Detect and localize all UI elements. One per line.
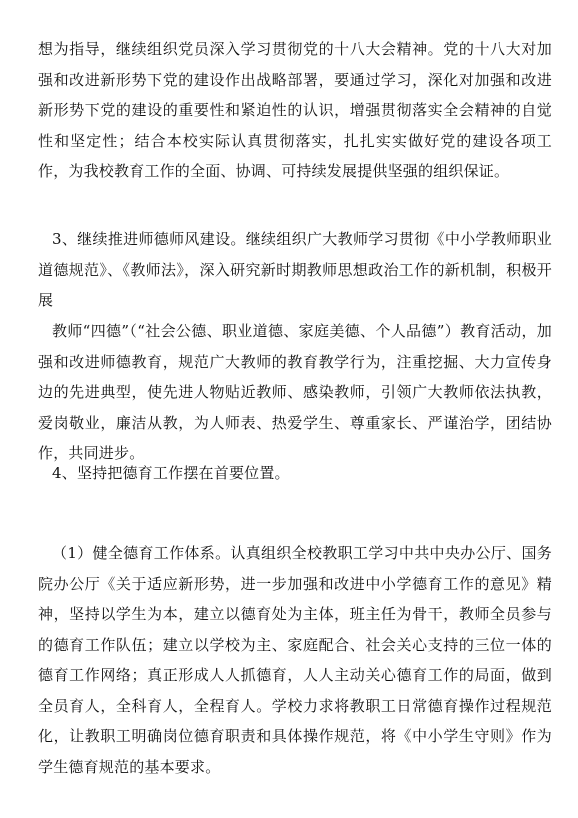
paragraph-moral-education-heading: 4、坚持把德育工作摆在首要位置。	[52, 464, 290, 482]
paragraph-moral-education-system: （1）健全德育工作体系。认真组织全校教职工学习中共中央办公厅、国务院办公厅《关于适应新形势，进一步加强和改进中小学德育工作的意见》精神，坚持以学生为本，建立以德育处为主体，班主任为骨干，教师全员参与的德育工作队伍；建立以学校为主、家庭配合、社会关心支持的三位一体的德育工作网络；真正形成人人抓德育，人人主动关心德育工作的局面，做到全员育人，全科育人，全程育人。学校力求将教职工日常德育操作过程规范化，让教职工明确岗位德育职责和具体操作规范，将《中小学生守则》作为学生德育规范的基本要求。	[38, 544, 552, 776]
paragraph-four-virtues: 教师“四德”（“社会公德、职业道德、家庭美德、个人品德”）教育活动，加强和改进师德教育，规范广大教师的教育教学行为，注重挖掘、大力宣传身边的先进典型，使先进人物贴近教师、感染教师，引领广大教师依法执教，爱岗敬业，廉洁从教，为人师表、热爱学生、尊重家长、严谨治学，团结协作，共同进步。	[38, 322, 552, 462]
paragraph-party-building: 想为指导，继续组织党员深入学习贯彻党的十八大会精神。党的十八大对加强和改进新形势下党的建设作出战略部署，要通过学习，深化对加强和改进新形势下党的建设的重要性和紧迫性的认识，增强贯彻落实全会精神的自觉性和坚定性；结合本校实际认真贯彻落实，扎扎实实做好党的建设各项工作，为我校教育工作的全面、协调、可持续发展提供坚强的组织保证。	[38, 40, 552, 180]
paragraph-teacher-ethics-heading: 3、继续推进师德师风建设。继续组织广大教师学习贯彻《中小学教师职业道德规范》、《教师法》，深入研究新时期教师思想政治工作的新机制，积极开展	[38, 230, 552, 309]
